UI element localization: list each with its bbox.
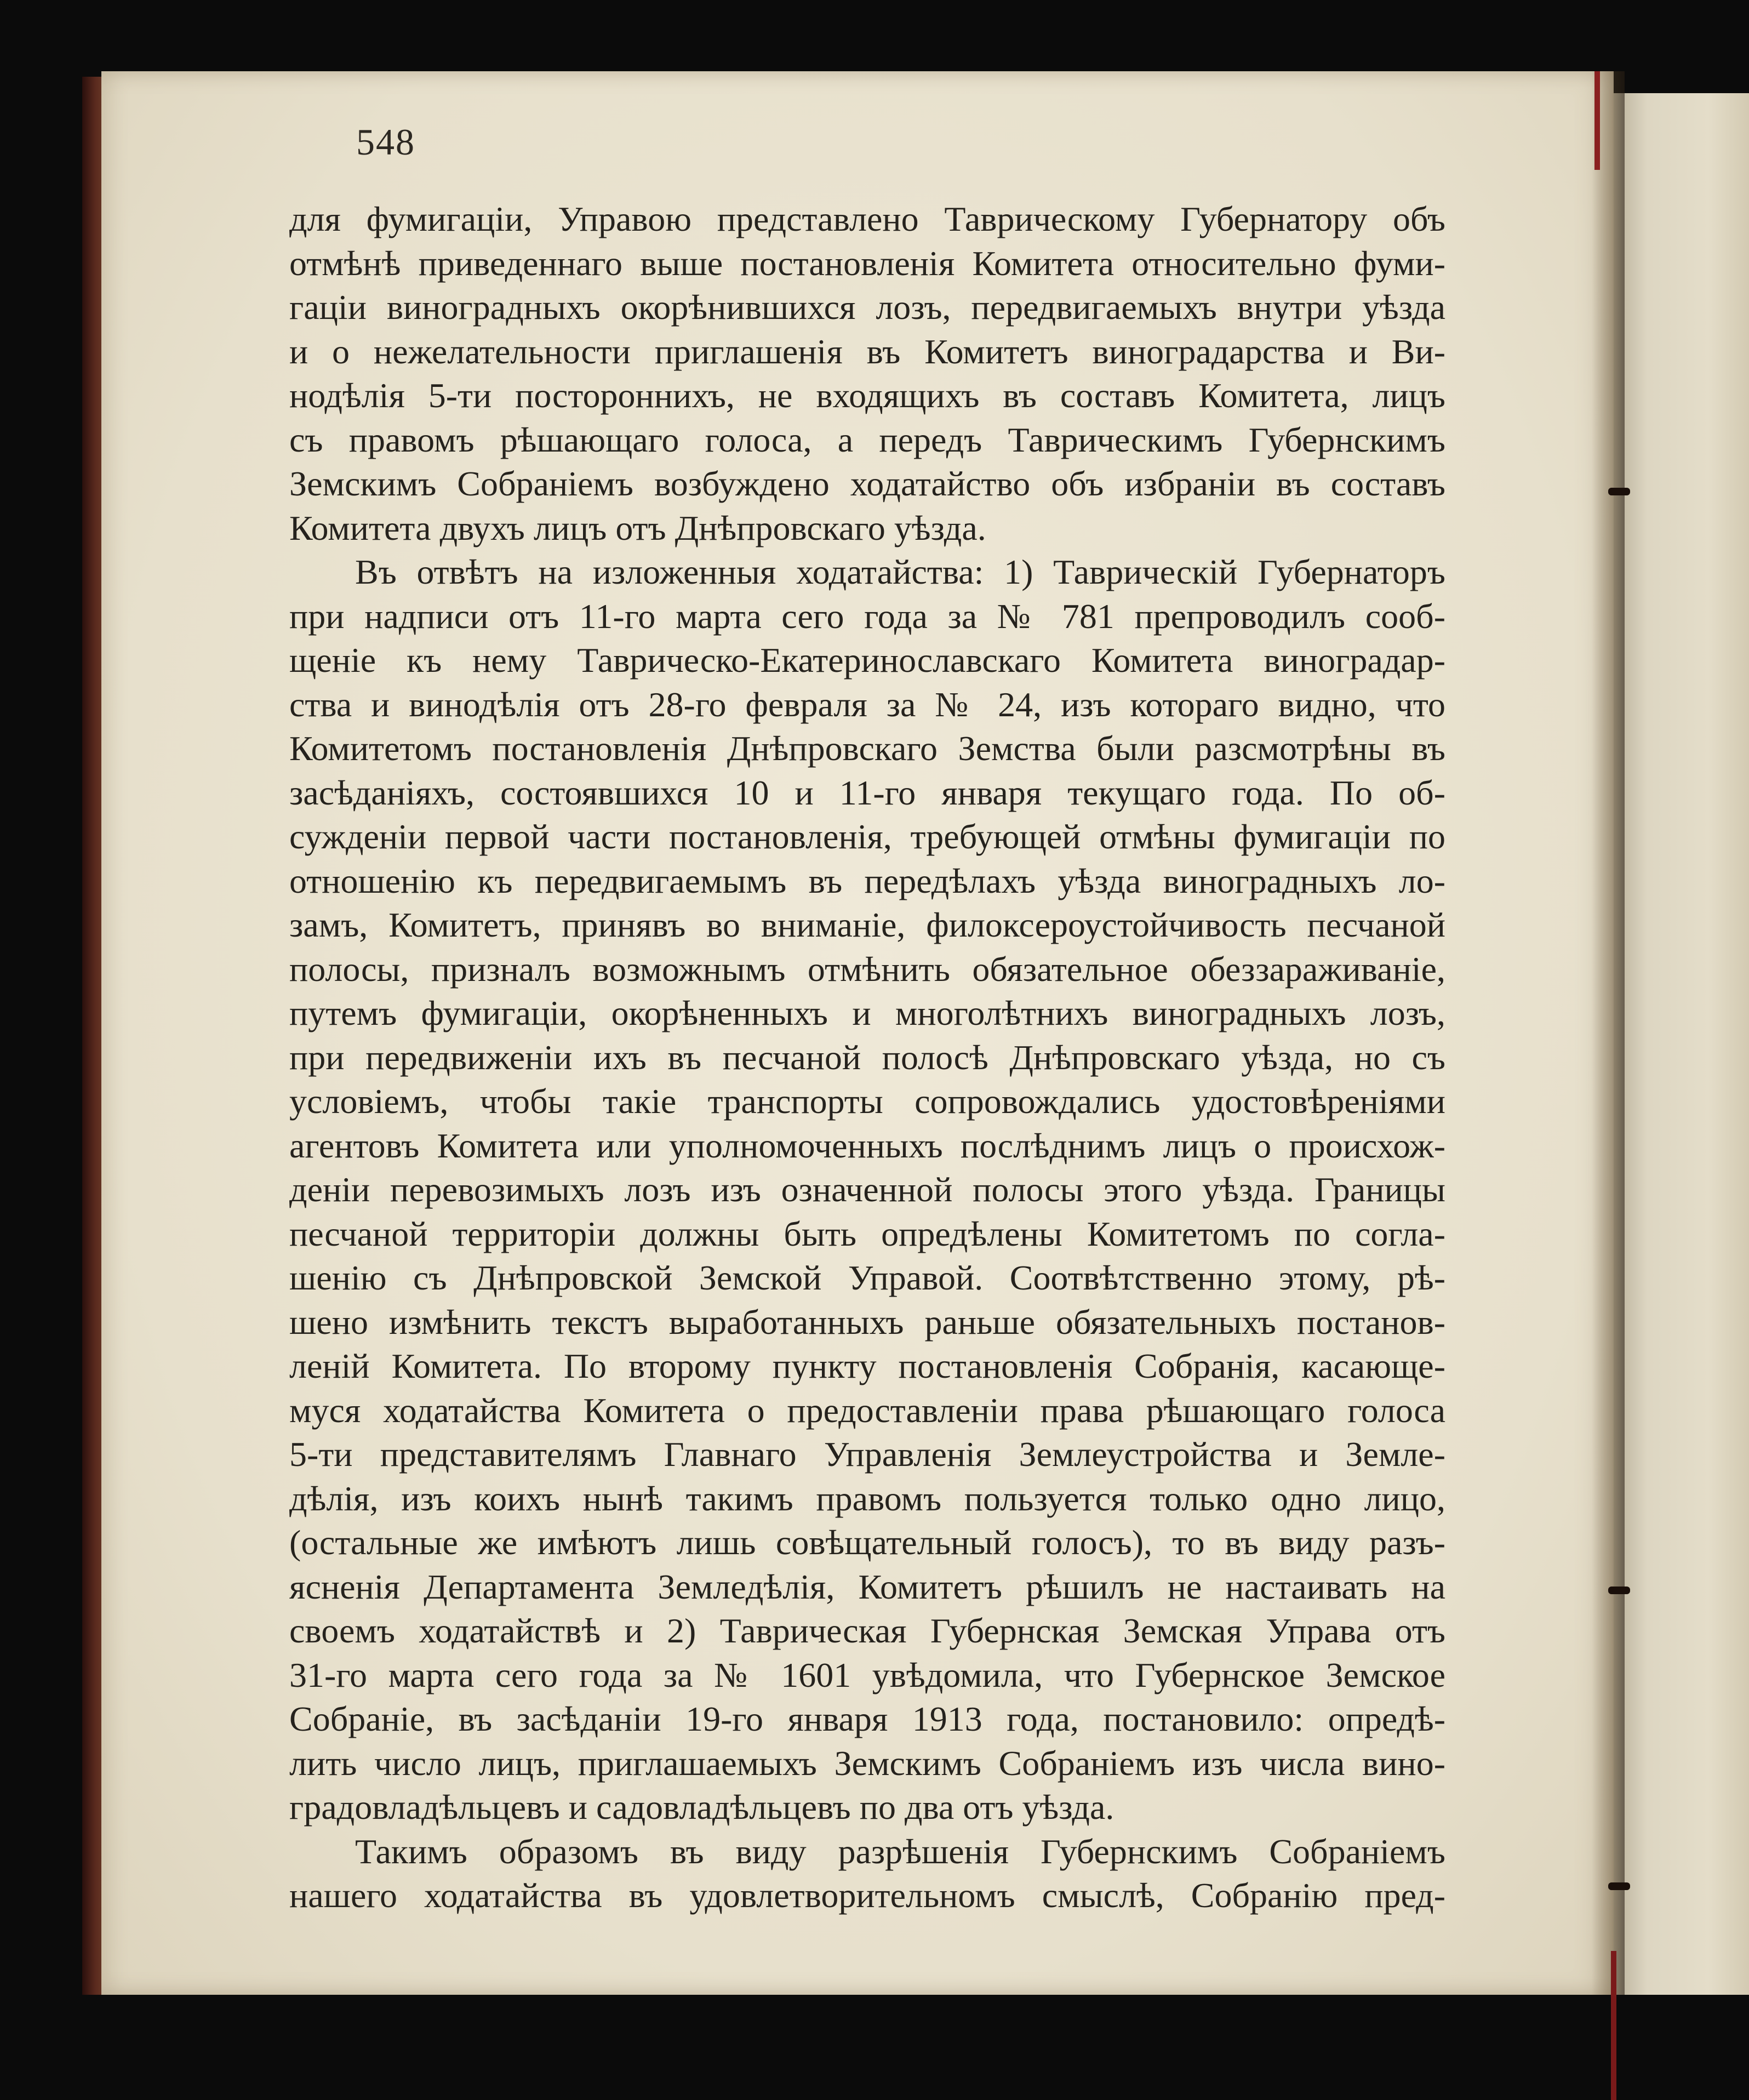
text-line: шено измѣнить текстъ выработанныхъ раньше обязательныхъ постанов-: [289, 1302, 1445, 1342]
page-fold-shadow: [1592, 71, 1625, 1995]
binding-string: [1608, 1587, 1630, 1594]
text-line: при надписи отъ 11-го марта сего года за № 781 препроводилъ сооб-: [289, 596, 1445, 636]
text-line: Комитетомъ постановленія Днѣпровскаго Земства были разсмотрѣны въ: [289, 729, 1445, 768]
text-line: шенію съ Днѣпровской Земской Управой. Соотвѣтственно этому, рѣ-: [289, 1258, 1445, 1297]
text-line: песчаной территоріи должны быть опредѣлены Комитетомъ по согла-: [289, 1214, 1445, 1253]
text-line: Комитета двухъ лицъ отъ Днѣпровскаго уѣзда.: [289, 508, 986, 547]
red-bookmark-ribbon-bottom: [1611, 1951, 1616, 2100]
text-line: Собраніе, въ засѣданіи 19-го января 1913 года, постановило: опредѣ-: [289, 1699, 1445, 1738]
binding-string: [1608, 488, 1630, 495]
text-line: сужденіи первой части постановленія, требующей отмѣны фумигаціи по: [289, 817, 1445, 856]
text-line: агентовъ Комитета или уполномоченныхъ послѣднимъ лицъ о происхож-: [289, 1126, 1445, 1165]
text-line: нодѣлія 5-ти постороннихъ, не входящихъ въ составъ Комитета, лицъ: [289, 376, 1445, 415]
text-line: замъ, Комитетъ, принявъ во вниманіе, филоксероустойчивость песчаной: [289, 905, 1445, 944]
text-line: при передвиженіи ихъ въ песчаной полосѣ Днѣпровскаго уѣзда, но съ: [289, 1037, 1445, 1077]
text-line: ясненія Департамента Земледѣлія, Комитетъ рѣшилъ не настаивать на: [289, 1567, 1445, 1606]
text-line: нашего ходатайства въ удовлетворительномъ смыслѣ, Собранію пред-: [289, 1876, 1445, 1915]
text-line: отмѣнѣ приведеннаго выше постановленія Комитета относительно фуми-: [289, 243, 1445, 283]
adjacent-page-edge: [1614, 93, 1749, 1995]
text-line: отношенію къ передвигаемымъ въ передѣлахъ уѣзда виноградныхъ ло-: [289, 861, 1445, 900]
text-line: лить число лицъ, приглашаемыхъ Земскимъ Собраніемъ изъ числа вино-: [289, 1743, 1445, 1783]
text-line: полосы, призналъ возможнымъ отмѣнить обязательное обеззараживаніе,: [289, 949, 1445, 989]
text-line: условіемъ, чтобы такіе транспорты сопровождались удостовѣреніями: [289, 1082, 1445, 1121]
text-line: градовладѣльцевъ и садовладѣльцевъ по два отъ уѣзда.: [289, 1788, 1114, 1827]
text-line: Такимъ образомъ въ виду разрѣшенія Губернскимъ Собраніемъ: [355, 1831, 1445, 1871]
text-line: щеніе къ нему Таврическо-Екатеринославскаго Комитета виноградар-: [289, 641, 1445, 680]
text-line: путемъ фумигаціи, окорѣненныхъ и многолѣтнихъ виноградныхъ лозъ,: [289, 994, 1445, 1032]
text-line: своемъ ходатайствѣ и 2) Таврическая Губернская Земская Управа отъ: [289, 1611, 1445, 1650]
text-line: Земскимъ Собраніемъ возбуждено ходатайство объ избраніи въ составъ: [289, 464, 1445, 503]
body-text: [289, 197, 1445, 1918]
text-line: ства и винодѣлія отъ 28-го февраля за № 24, изъ котораго видно, что: [289, 684, 1445, 724]
text-line: 31-го марта сего года за № 1601 увѣдомила, что Губернское Земское: [289, 1655, 1445, 1694]
text-line: засѣданіяхъ, состоявшихся 10 и 11-го января текущаго года. По об-: [289, 773, 1445, 812]
text-line: дѣлія, изъ коихъ нынѣ такимъ правомъ пользуется только одно лицо,: [289, 1479, 1445, 1518]
red-bookmark-ribbon-top: [1594, 71, 1600, 170]
text-line: гаціи виноградныхъ окорѣнившихся лозъ, передвигаемыхъ внутри уѣзда: [289, 288, 1445, 327]
text-line: леній Комитета. По второму пункту постановленія Собранія, касающе-: [289, 1346, 1445, 1385]
text-line: (остальные же имѣютъ лишь совѣщательный голосъ), то въ виду разъ-: [289, 1523, 1445, 1562]
page-number: 548: [356, 121, 415, 163]
text-line: 5-ти представителямъ Главнаго Управленія Землеустройства и Земле-: [289, 1435, 1445, 1474]
text-line: для фумигаціи, Управою представлено Таврическому Губернатору объ: [289, 199, 1445, 238]
text-line: и о нежелательности приглашенія въ Комитетъ виноградарства и Ви-: [289, 332, 1445, 371]
binding-string: [1608, 1882, 1630, 1890]
text-line: деніи перевозимыхъ лозъ изъ означенной полосы этого уѣзда. Границы: [289, 1170, 1445, 1209]
text-line: муся ходатайства Комитета о предоставленіи права рѣшающаго голоса: [289, 1390, 1445, 1430]
text-line: съ правомъ рѣшающаго голоса, а передъ Таврическимъ Губернскимъ: [289, 420, 1445, 459]
text-line: Въ отвѣтъ на изложенныя ходатайства: 1) Таврическій Губернаторъ: [355, 552, 1445, 591]
